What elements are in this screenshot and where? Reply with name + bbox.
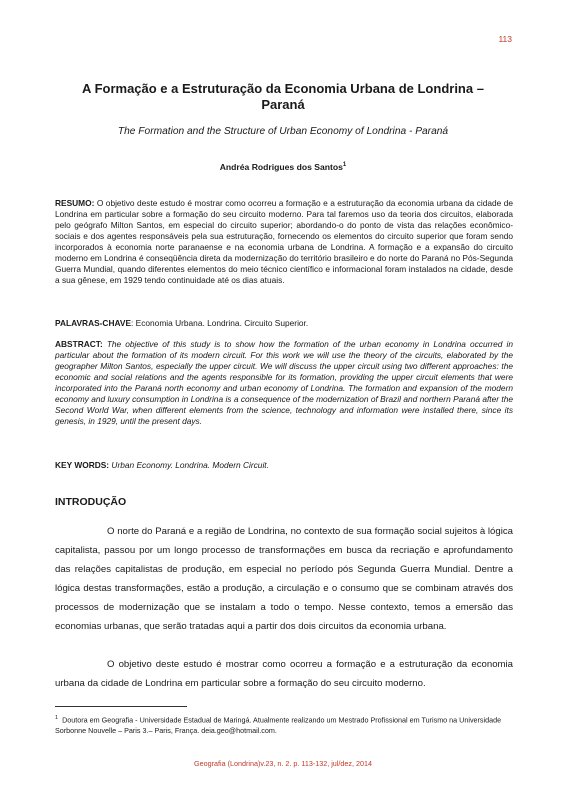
author-name: Andréa Rodrigues dos Santos — [219, 162, 343, 172]
footnote-number: 1 — [55, 715, 59, 721]
section-heading-introducao: INTRODUÇÃO — [55, 496, 127, 508]
abstract-text: The objective of this study is to show how the formation of the urban economy in Londrina occurred in particular about the formation of its modern circuit. For this work we will use the theory of the circuits, elaborated by the geographer Milton Santos, especially the upper circuit. We will discuss the upper circuit using two different approaches: the economic and social relations and the agents responsible for its formation, providing the upper circuit elements that were incorporated into the Paraná north economy and urban economy of Londrina. The formation and expansion of the modern economy and luxury consumption in Londrina is a consequence of the modernization of Brazil and northern Paraná after the Second World War, when different elements from the science, technology and information were installed there, since its genesis, in 1929, until the present days. — [55, 339, 513, 426]
resumo-block — [55, 198, 513, 286]
key-words-block — [55, 460, 513, 471]
resumo-text: O objetivo deste estudo é mostrar como ocorreu a formação e a estruturação da economia urbana da cidade de Londrina em particular sobre a formação do seu circuito moderno. Para tal faremos uso da teoria dos circuitos, elaborada pelo geógrafo Milton Santos, em especial do circuito superior; abordando-o do ponto de vista das relações econômico-sociais e dos agentes responsáveis pela sua estruturação, fornecendo os elementos do circuito superior que foram sendo incorporados à economia norte paranaense e na economia urbana de Londrina. A formação e a expansão do circuito moderno em Londrina é conseqüência direta da modernização do território brasileiro e do norte do Paraná no Pós-Segunda Guerra Mundial, quando diferentes elementos do meio técnico científico e informacional foram instalados na cidade, desde a sua gênese, em 1929 tendo continuidade até os dias atuais. — [55, 198, 513, 285]
key-words-text: Urban Economy. Londrina. Modern Circuit. — [109, 460, 269, 470]
journal-footer: Geografia (Londrina)v.23, n. 2. p. 113-132, jul/dez, 2014 — [194, 759, 372, 768]
body-paragraph: O objetivo deste estudo é mostrar como ocorreu a formação e a estruturação da economia urbana da cidade de Londrina em particular sobre a formação do seu circuito moderno. — [55, 659, 513, 689]
abstract-block — [55, 339, 513, 427]
key-words-label: KEY WORDS: — [55, 460, 110, 470]
footnote-text: Doutora em Geografia - Universidade Estadual de Maringá. Atualmente realizando um Mestrado Profissional em Turismo na Universidade Sorbonne Nouvelle – Paris 3.– Paris, França. deia.geo@hotmail.com. — [55, 715, 502, 736]
abstract-label: ABSTRACT: — [55, 339, 103, 349]
resumo-label: RESUMO: — [55, 198, 95, 208]
page-number: 113 — [498, 34, 512, 44]
author-footnote-marker: 1 — [342, 162, 347, 169]
article-title: A Formação e a Estruturação da Economia Urbana de Londrina – Paraná — [82, 81, 484, 112]
footnote — [55, 713, 513, 736]
palavras-chave-text: : Economia Urbana. Londrina. Circuito Superior. — [131, 318, 309, 328]
body-paragraph: O norte do Paraná e a região de Londrina, no contexto de sua formação social sujeitos à lógica capitalista, passou por um longo processo de transformações em busca da recriação e aprofundamento das relações capitalistas de produção, em especial no período pós Segunda Guerra Mundial. Dentre a lógica destas transformações, estão a produção, a circulação e o consumo que se combinam através dos processos de modernização que se instalam a todo o tempo. Nesse contexto, temos a emersão das economias urbanas, que serão tratadas aqui a partir dos dois circuitos da economia urbana. — [55, 526, 513, 632]
footnote-divider — [55, 706, 187, 707]
palavras-chave-block — [55, 318, 513, 329]
palavras-chave-label: PALAVRAS-CHAVE — [55, 318, 132, 328]
author-line — [60, 162, 506, 172]
article-subtitle: The Formation and the Structure of Urban Economy of Londrina - Paraná — [117, 126, 449, 137]
